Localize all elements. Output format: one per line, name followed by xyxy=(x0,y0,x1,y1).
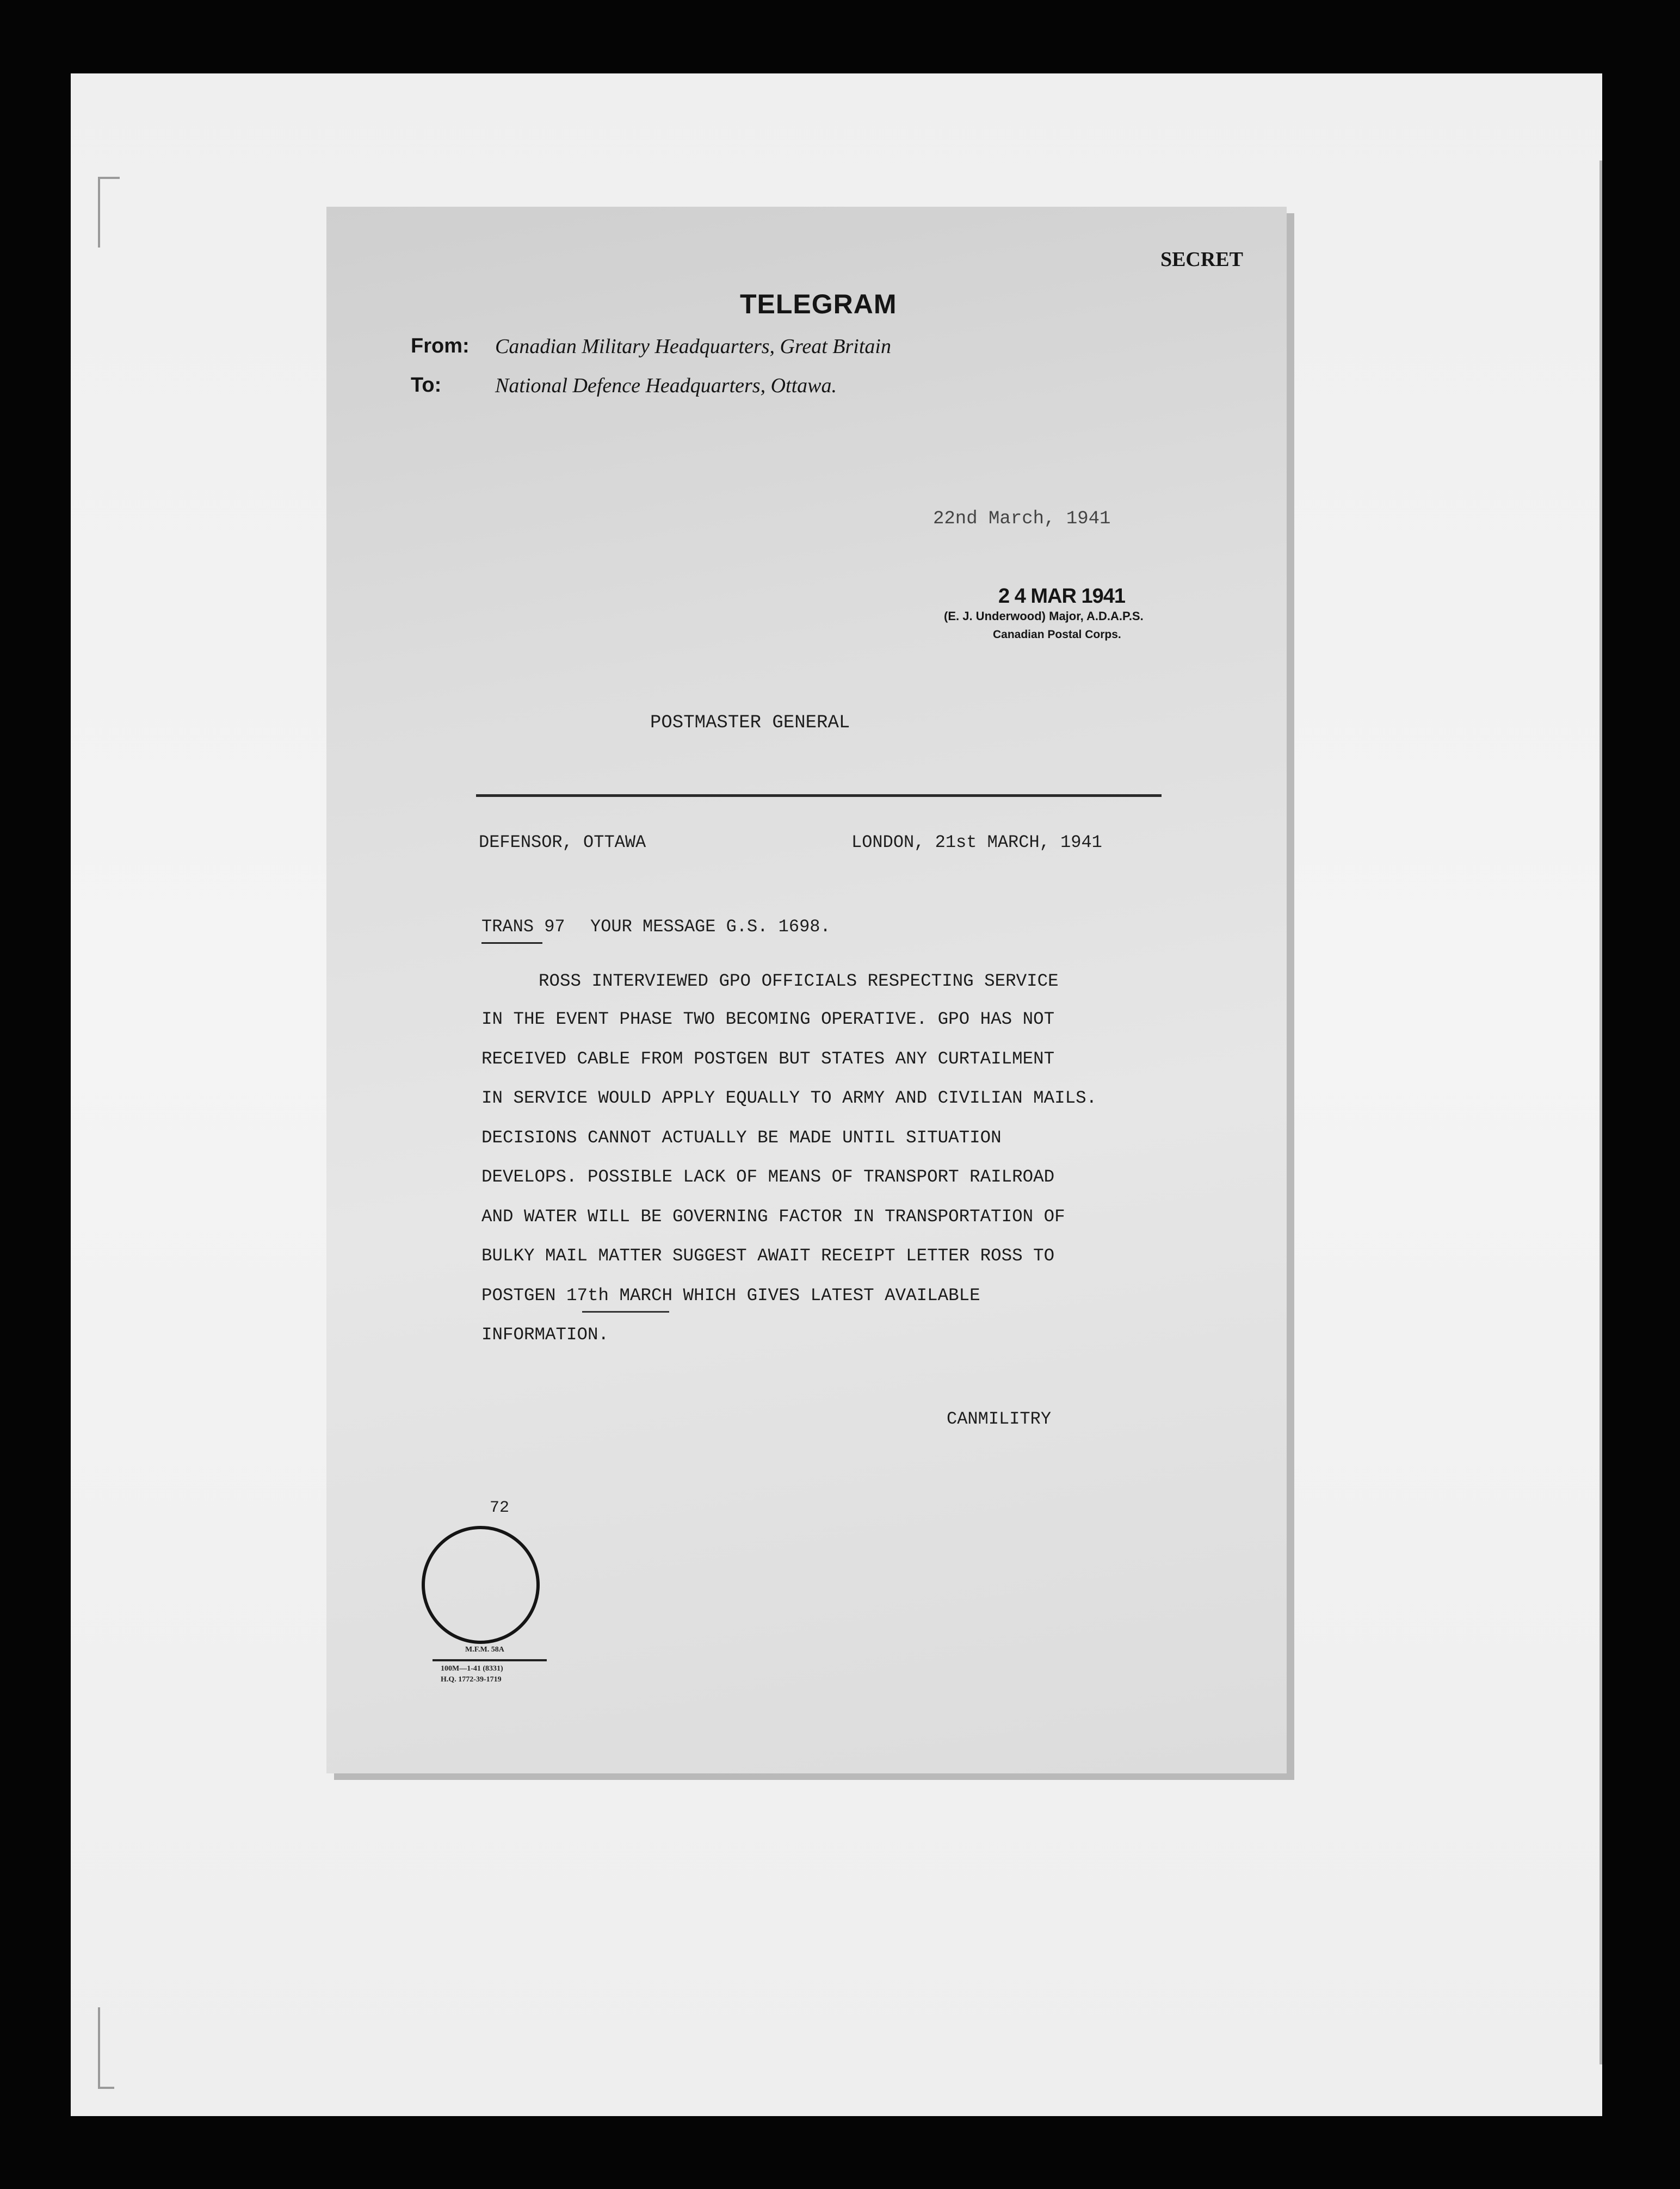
from-label: From: xyxy=(411,335,470,357)
date-underline xyxy=(582,1311,669,1313)
body-line: ROSS INTERVIEWED GPO OFFICIALS RESPECTING SERVICE xyxy=(539,971,1059,991)
addressee: POSTMASTER GENERAL xyxy=(650,713,850,733)
body-line: RECEIVED CABLE FROM POSTGEN BUT STATES ANY CURTAILMENT xyxy=(481,1049,1055,1069)
form-code: M.F.M. 58A xyxy=(465,1646,504,1654)
form-hq: H.Q. 1772-39-1719 xyxy=(441,1675,502,1684)
to-value: National Defence Headquarters, Ottawa. xyxy=(495,374,837,397)
received-stamp-date: 2 4 MAR 1941 xyxy=(998,585,1126,608)
origin-date: LONDON, 21st MARCH, 1941 xyxy=(851,832,1102,852)
film-corner-mark xyxy=(98,177,120,179)
film-edge xyxy=(1599,160,1602,2064)
body-line: INFORMATION. xyxy=(481,1325,609,1345)
classification-label: SECRET xyxy=(1160,248,1243,271)
body-line: BULKY MAIL MATTER SUGGEST AWAIT RECEIPT LETTER ROSS TO xyxy=(481,1246,1055,1266)
reference-tag: TRANS 97 xyxy=(481,917,565,937)
body-line: POSTGEN 17th MARCH WHICH GIVES LATEST AVAILABLE xyxy=(481,1285,980,1306)
form-print: 100M—1-41 (8331) xyxy=(441,1665,503,1673)
signature: CANMILITRY xyxy=(947,1409,1052,1429)
body-line: AND WATER WILL BE GOVERNING FACTOR IN TRANSPORTATION OF xyxy=(481,1207,1065,1227)
received-stamp-unit: Canadian Postal Corps. xyxy=(993,628,1121,641)
form-rule xyxy=(433,1659,547,1661)
body-line: IN SERVICE WOULD APPLY EQUALLY TO ARMY AND CIVILIAN MAILS. xyxy=(481,1088,1097,1108)
from-value: Canadian Military Headquarters, Great Britain xyxy=(495,335,891,358)
to-label: To: xyxy=(411,374,442,397)
destination: DEFENSOR, OTTAWA xyxy=(479,832,646,852)
separator-rule xyxy=(476,794,1162,797)
reference-text: YOUR MESSAGE G.S. 1698. xyxy=(590,917,831,937)
circle-stamp xyxy=(422,1526,540,1644)
body-line: IN THE EVENT PHASE TWO BECOMING OPERATIVE. GPO HAS NOT xyxy=(481,1009,1055,1029)
body-line: DECISIONS CANNOT ACTUALLY BE MADE UNTIL SITUATION xyxy=(481,1128,1002,1148)
page-number: 72 xyxy=(490,1499,510,1517)
film-corner-mark xyxy=(98,2087,114,2089)
body-line: DEVELOPS. POSSIBLE LACK OF MEANS OF TRANSPORT RAILROAD xyxy=(481,1167,1055,1187)
film-corner-mark xyxy=(98,2007,100,2089)
reference-underline xyxy=(481,942,542,944)
document-title: TELEGRAM xyxy=(740,289,897,319)
received-stamp-signatory: (E. J. Underwood) Major, A.D.A.P.S. xyxy=(944,609,1144,623)
typed-date: 22nd March, 1941 xyxy=(933,509,1111,529)
film-corner-mark xyxy=(98,177,100,248)
telegram-sheet xyxy=(326,207,1287,1773)
